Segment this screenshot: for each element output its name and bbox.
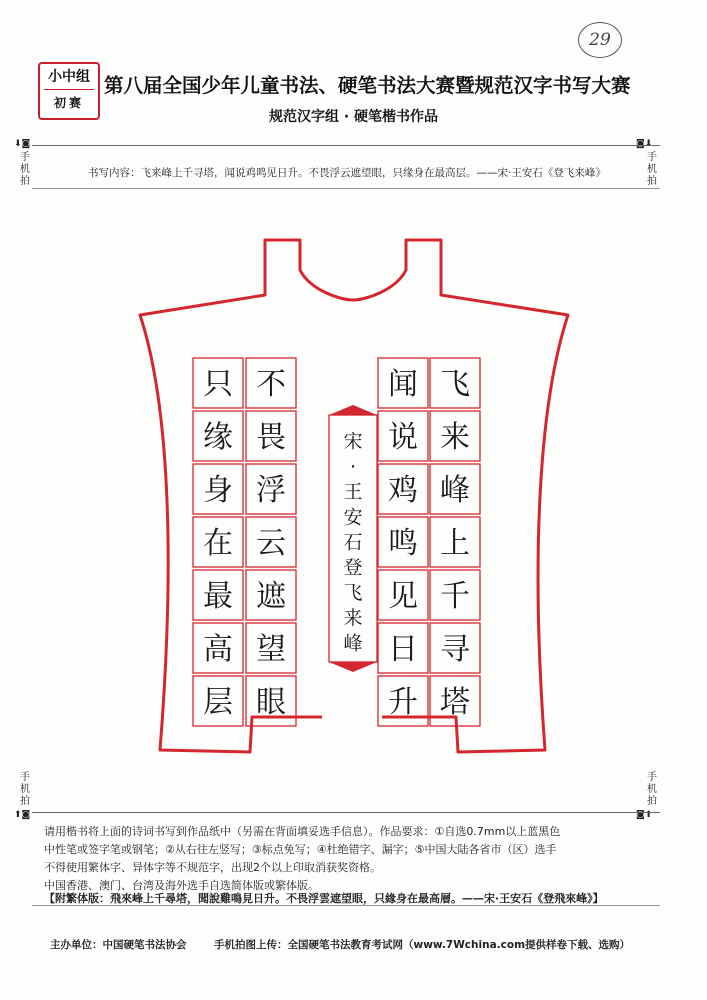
- upload-text: 手机拍图上传：全国硬笔书法教育考试网（www.7Wchina.com提供样卷下载、选购）: [214, 939, 631, 951]
- handwritten-char: 峰: [440, 473, 470, 508]
- attribution-char: 飞: [343, 581, 363, 604]
- handwritten-char: 缘: [203, 420, 233, 455]
- handwritten-char: 鸣: [388, 526, 418, 561]
- handwritten-char: 千: [440, 579, 470, 614]
- handwritten-page-number: 29: [578, 22, 622, 58]
- artwork-inner-panel: [322, 713, 382, 755]
- handwritten-char: 说: [388, 420, 418, 455]
- badge-round: 初赛: [53, 96, 84, 110]
- attribution-char: 峰: [343, 632, 363, 655]
- handwritten-char: 升: [388, 685, 418, 720]
- traditional-version-line: 【附繁体版：飛來峰上千尋塔，聞說雞鳴見日升。不畏浮雲遮望眼，只緣身在最高層。——宋·王安石《登飛來峰》】: [44, 892, 604, 905]
- handwritten-char: 闻: [388, 367, 418, 402]
- instruction-line-2: 中性笔或签字笔或钢笔；②从右往左竖写；③标点免写；④杜绝错字、漏字；⑤中国大陆各省市（区）选手: [44, 843, 557, 856]
- instruction-line-4: 中国香港、澳门、台湾及海外选手自选简体版或繁体版。: [44, 879, 319, 892]
- camera-marker-top-left: ⬇◙: [14, 139, 31, 149]
- handwritten-char: 日: [388, 632, 418, 667]
- camera-marker-bottom-right: ◙⬆: [636, 810, 653, 820]
- instructions-divider: [32, 812, 660, 813]
- handwritten-char: 上: [440, 526, 470, 561]
- instruction-line-3: 不得使用繁体字、异体字等不规范字，出现2个以上印取消获奖资格。: [44, 861, 381, 874]
- handwritten-char: 遮: [256, 579, 286, 614]
- attribution-char: 来: [343, 607, 363, 630]
- writing-content-line: 书写内容：飞来峰上千寻塔，闻说鸡鸣见日升。不畏浮云遮望眼，只缘身在最高层。——宋·王安石《登飞来峰》: [88, 167, 606, 179]
- handwritten-char: 浮: [256, 473, 286, 508]
- handwritten-char: 层: [203, 685, 233, 720]
- handwritten-char: 畏: [256, 420, 286, 455]
- organizer-text: 主办单位：中国硬笔书法协会: [50, 939, 187, 951]
- attribution-bottom-bracket: [329, 662, 377, 672]
- side-label-bottom-right: 手机拍: [647, 772, 657, 807]
- handwritten-char: 最: [203, 579, 233, 614]
- attribution-char: 登: [343, 556, 363, 579]
- side-label-top-left: 手机拍: [20, 152, 30, 187]
- side-label-bottom-left: 手机拍: [20, 772, 30, 807]
- attribution-char: 宋: [343, 430, 363, 453]
- camera-marker-bottom-left: ⬆◙: [14, 810, 31, 820]
- handwritten-char: 在: [203, 526, 233, 561]
- badge-group: 小中组: [48, 69, 90, 85]
- handwritten-char: 塔: [440, 685, 470, 720]
- handwritten-char: 高: [203, 632, 233, 667]
- handwritten-char: 来: [440, 420, 470, 455]
- handwritten-char: 寻: [440, 632, 470, 667]
- camera-marker-top-right: ◙⬇: [636, 139, 653, 149]
- handwritten-char: 望: [256, 632, 286, 667]
- handwritten-char: 飞: [440, 367, 470, 402]
- page-title: 第八届全国少年儿童书法、硬笔书法大赛暨规范汉字书写大赛: [104, 74, 631, 97]
- handwritten-char: 鸡: [388, 473, 418, 508]
- handwritten-char: 眼: [256, 685, 286, 720]
- footer-divider: [32, 905, 660, 906]
- handwritten-char: 身: [203, 473, 233, 508]
- attribution-char: 安: [343, 506, 363, 529]
- attribution-char: 王: [343, 481, 363, 504]
- handwritten-char: 见: [388, 579, 418, 614]
- handwritten-char: 云: [256, 526, 286, 561]
- attribution-top-bracket: [329, 405, 377, 415]
- handwritten-char: 只: [203, 367, 233, 402]
- instruction-line-1: 请用楷书将上面的诗词书写到作品纸中（另需在背面填妥选手信息）。作品要求：①自选0.7mm以上蓝黑色: [44, 825, 561, 838]
- handwritten-char: 不: [256, 367, 286, 402]
- attribution-char: ·: [349, 455, 357, 478]
- side-label-top-right: 手机拍: [647, 152, 657, 187]
- page-subtitle: 规范汉字组 · 硬笔楷书作品: [268, 109, 439, 125]
- attribution-char: 石: [343, 531, 363, 554]
